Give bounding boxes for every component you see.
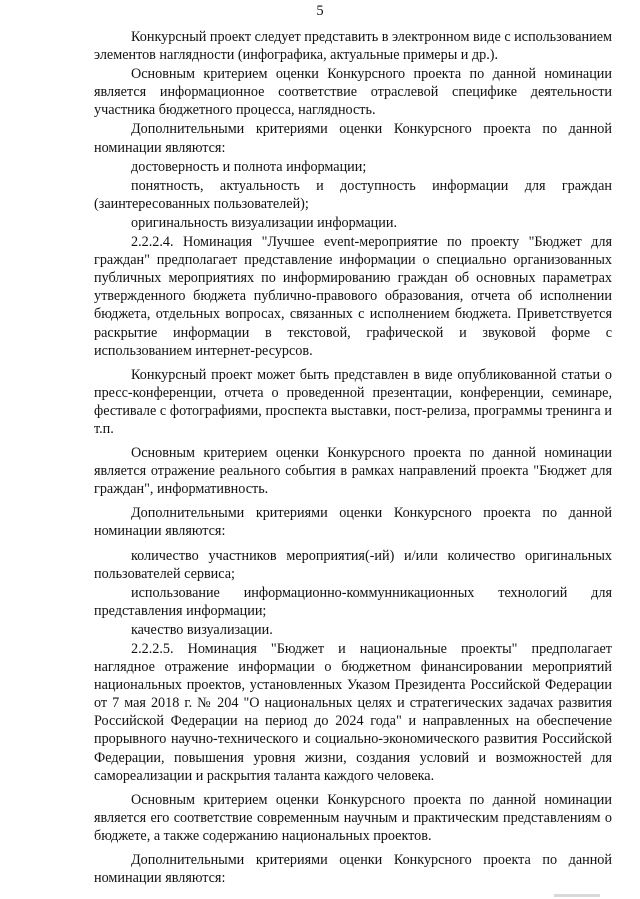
paragraph: Дополнительными критериями оценки Конкурсного проекта по данной номинации являются: bbox=[94, 121, 612, 156]
document-body bbox=[94, 28, 612, 887]
paragraph: Дополнительными критериями оценки Конкурсного проекта по данной номинации являются: bbox=[94, 852, 612, 887]
list-item: оригинальность визуализации информации. bbox=[131, 214, 397, 231]
section-2-2-2-4: 2.2.2.4. Номинация "Лучшее event-мероприятие по проекту "Бюджет для граждан" предполагает представление информации о специально организованных публичных мероприятиях по информированию граждан об основных параметрах утвержденного бюджета публично-правового образования, отчета об исполнении бюджета, отдельных вопросах, связанных с исполнением бюджета. Приветствуется раскрытие информации в текстовой, графической и звуковой форме с использованием интернет-ресурсов. bbox=[94, 234, 612, 359]
paragraph: Основным критерием оценки Конкурсного проекта по данной номинации является информационное соответствие отраслевой специфике деятельности участника бюджетного процесса, наглядность. bbox=[94, 66, 612, 119]
page-number: 5 bbox=[316, 3, 324, 19]
scan-artifact bbox=[554, 894, 600, 897]
paragraph: Дополнительными критериями оценки Конкурсного проекта по данной номинации являются: bbox=[94, 505, 612, 540]
list-item: количество участников мероприятия(-ий) и/или количество оригинальных пользователей сервиса; bbox=[94, 547, 612, 582]
paragraph: Основным критерием оценки Конкурсного проекта по данной номинации является его соответствие современным научным и практическим представлениям о бюджете, а также содержанию национальных проектов. bbox=[94, 791, 612, 844]
list-item: понятность, актуальность и доступность информации для граждан (заинтересованных пользователей); bbox=[94, 177, 612, 212]
list-item: достоверность и полнота информации; bbox=[131, 158, 367, 175]
list-item: использование информационно-коммунникационных технологий для представления информации; bbox=[94, 584, 612, 619]
list-item: качество визуализации. bbox=[131, 621, 273, 638]
paragraph: Конкурсный проект может быть представлен в виде опубликованной статьи о пресс-конференции, отчета о проведенной презентации, конференции, семинаре, фестивале с фотографиями, проспекта выставки, пост-релиза, программы тренинга и т.п. bbox=[94, 366, 612, 437]
paragraph: Конкурсный проект следует представить в электронном виде с использованием элементов наглядности (инфографика, актуальные примеры и др.). bbox=[94, 29, 613, 64]
paragraph: Основным критерием оценки Конкурсного проекта по данной номинации является отражение реального события в рамках направлений проекта "Бюджет для граждан", информативность. bbox=[94, 445, 612, 498]
section-2-2-2-5: 2.2.2.5. Номинация "Бюджет и национальные проекты" предполагает наглядное отражение информации о бюджетном финансировании мероприятий национальных проектов, установленных Указом Президента Российской Федерации от 7 мая 2018 г. № 204 "О национальных целях и стратегических задачах развития Российской Федерации на период до 2024 года" и направленных на обеспечение прорывного научно-технического и социально-экономического развития Российской Федерации, повышения уровня жизни, создания условий и возможностей для самореализации и раскрытия таланта каждого человека. bbox=[94, 641, 612, 784]
